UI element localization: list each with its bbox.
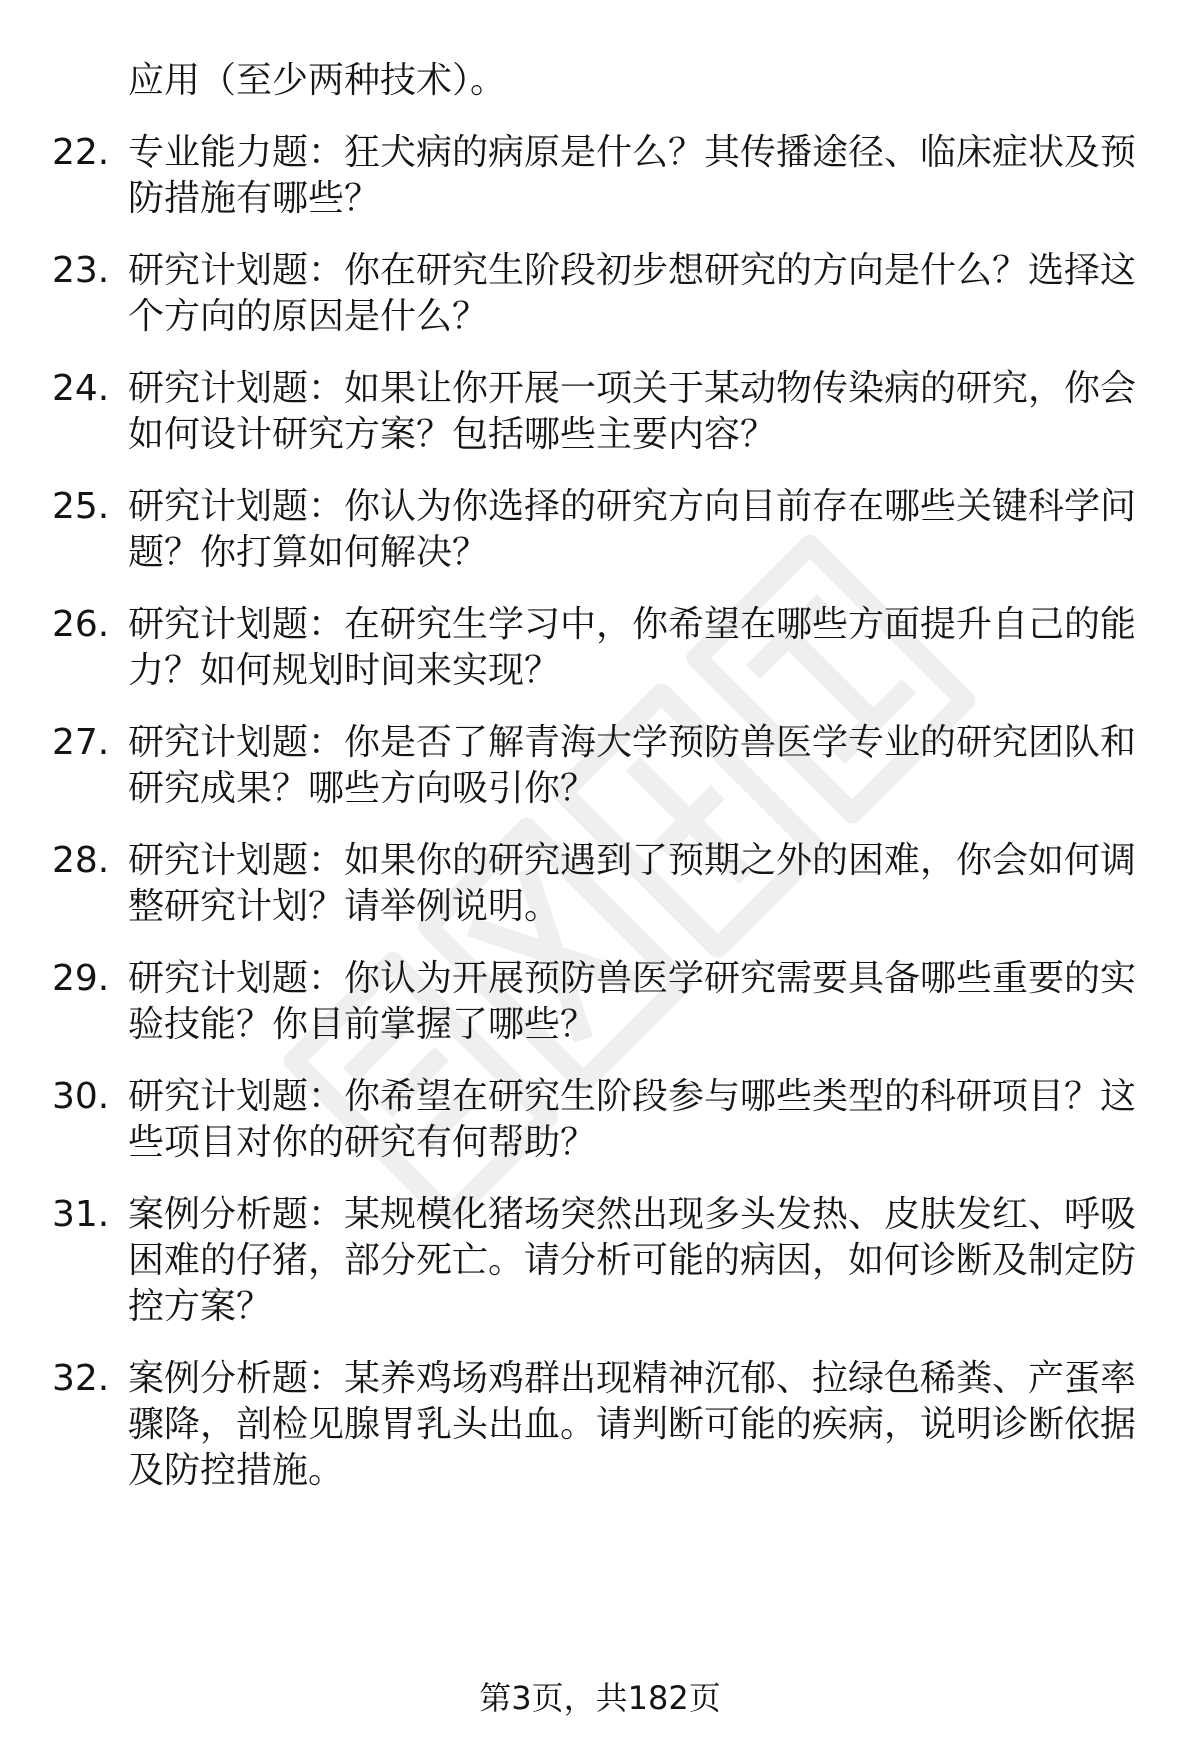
page-footer: 第3页，共182页 (479, 1679, 721, 1717)
question-text-line: 题？你打算如何解决？ (128, 532, 489, 573)
question-text-line: 验技能？你目前掌握了哪些？ (128, 1004, 597, 1045)
question-text-line: 如何设计研究方案？包括哪些主要内容？ (128, 414, 777, 455)
question-text-line: 个方向的原因是什么？ (128, 296, 489, 337)
question-text-line: 案例分析题：某养鸡场鸡群出现精神沉郁、拉绿色稀粪、产蛋率 (128, 1358, 1137, 1399)
question-text-line: 案例分析题：某规模化猪场突然出现多头发热、皮肤发红、呼吸 (128, 1194, 1137, 1235)
question-number: 32. (52, 1358, 110, 1399)
question-text-line: 骤降，剖检见腺胃乳头出血。请判断可能的疾病，说明诊断依据 (128, 1404, 1137, 1445)
question-text-line: 力？如何规划时间来实现？ (128, 650, 561, 691)
question-number: 22. (52, 132, 110, 173)
question-text-line: 研究计划题：你在研究生阶段初步想研究的方向是什么？选择这 (128, 250, 1137, 291)
question-text-line: 防措施有哪些？ (128, 178, 381, 219)
question-number: 24. (52, 368, 110, 409)
question-number: 30. (52, 1076, 110, 1117)
question-text-line: 研究成果？哪些方向吸引你？ (128, 768, 597, 809)
question-number: 26. (52, 604, 110, 645)
question-text-line: 及防控措施。 (128, 1450, 345, 1491)
question-number: 27. (52, 722, 110, 763)
question-number: 28. (52, 840, 110, 881)
question-text-line: 专业能力题：狂犬病的病原是什么？其传播途径、临床症状及预 (128, 132, 1137, 173)
question-text-line: 些项目对你的研究有何帮助？ (128, 1122, 597, 1163)
intro-line: 应用（至少两种技术）。 (128, 60, 507, 101)
question-text-line: 研究计划题：你认为你选择的研究方向目前存在哪些关键科学问 (128, 486, 1137, 527)
question-text-line: 研究计划题：如果让你开展一项关于某动物传染病的研究，你会 (128, 368, 1137, 409)
question-text-line: 研究计划题：在研究生学习中，你希望在哪些方面提升自己的能 (128, 604, 1137, 645)
question-text-line: 困难的仔猪，部分死亡。请分析可能的病因，如何诊断及制定防 (128, 1240, 1137, 1281)
question-text-line: 研究计划题：如果你的研究遇到了预期之外的困难，你会如何调 (128, 840, 1137, 881)
question-text-line: 研究计划题：你希望在研究生阶段参与哪些类型的科研项目？这 (128, 1076, 1137, 1117)
question-text-line: 研究计划题：你是否了解青海大学预防兽医学专业的研究团队和 (128, 722, 1137, 763)
question-number: 31. (52, 1194, 110, 1235)
question-text-line: 控方案？ (128, 1286, 273, 1327)
question-number: 23. (52, 250, 110, 291)
question-number: 29. (52, 958, 110, 999)
question-text-line: 研究计划题：你认为开展预防兽医学研究需要具备哪些重要的实 (128, 958, 1137, 999)
question-number: 25. (52, 486, 110, 527)
question-text-line: 整研究计划？请举例说明。 (128, 886, 561, 927)
